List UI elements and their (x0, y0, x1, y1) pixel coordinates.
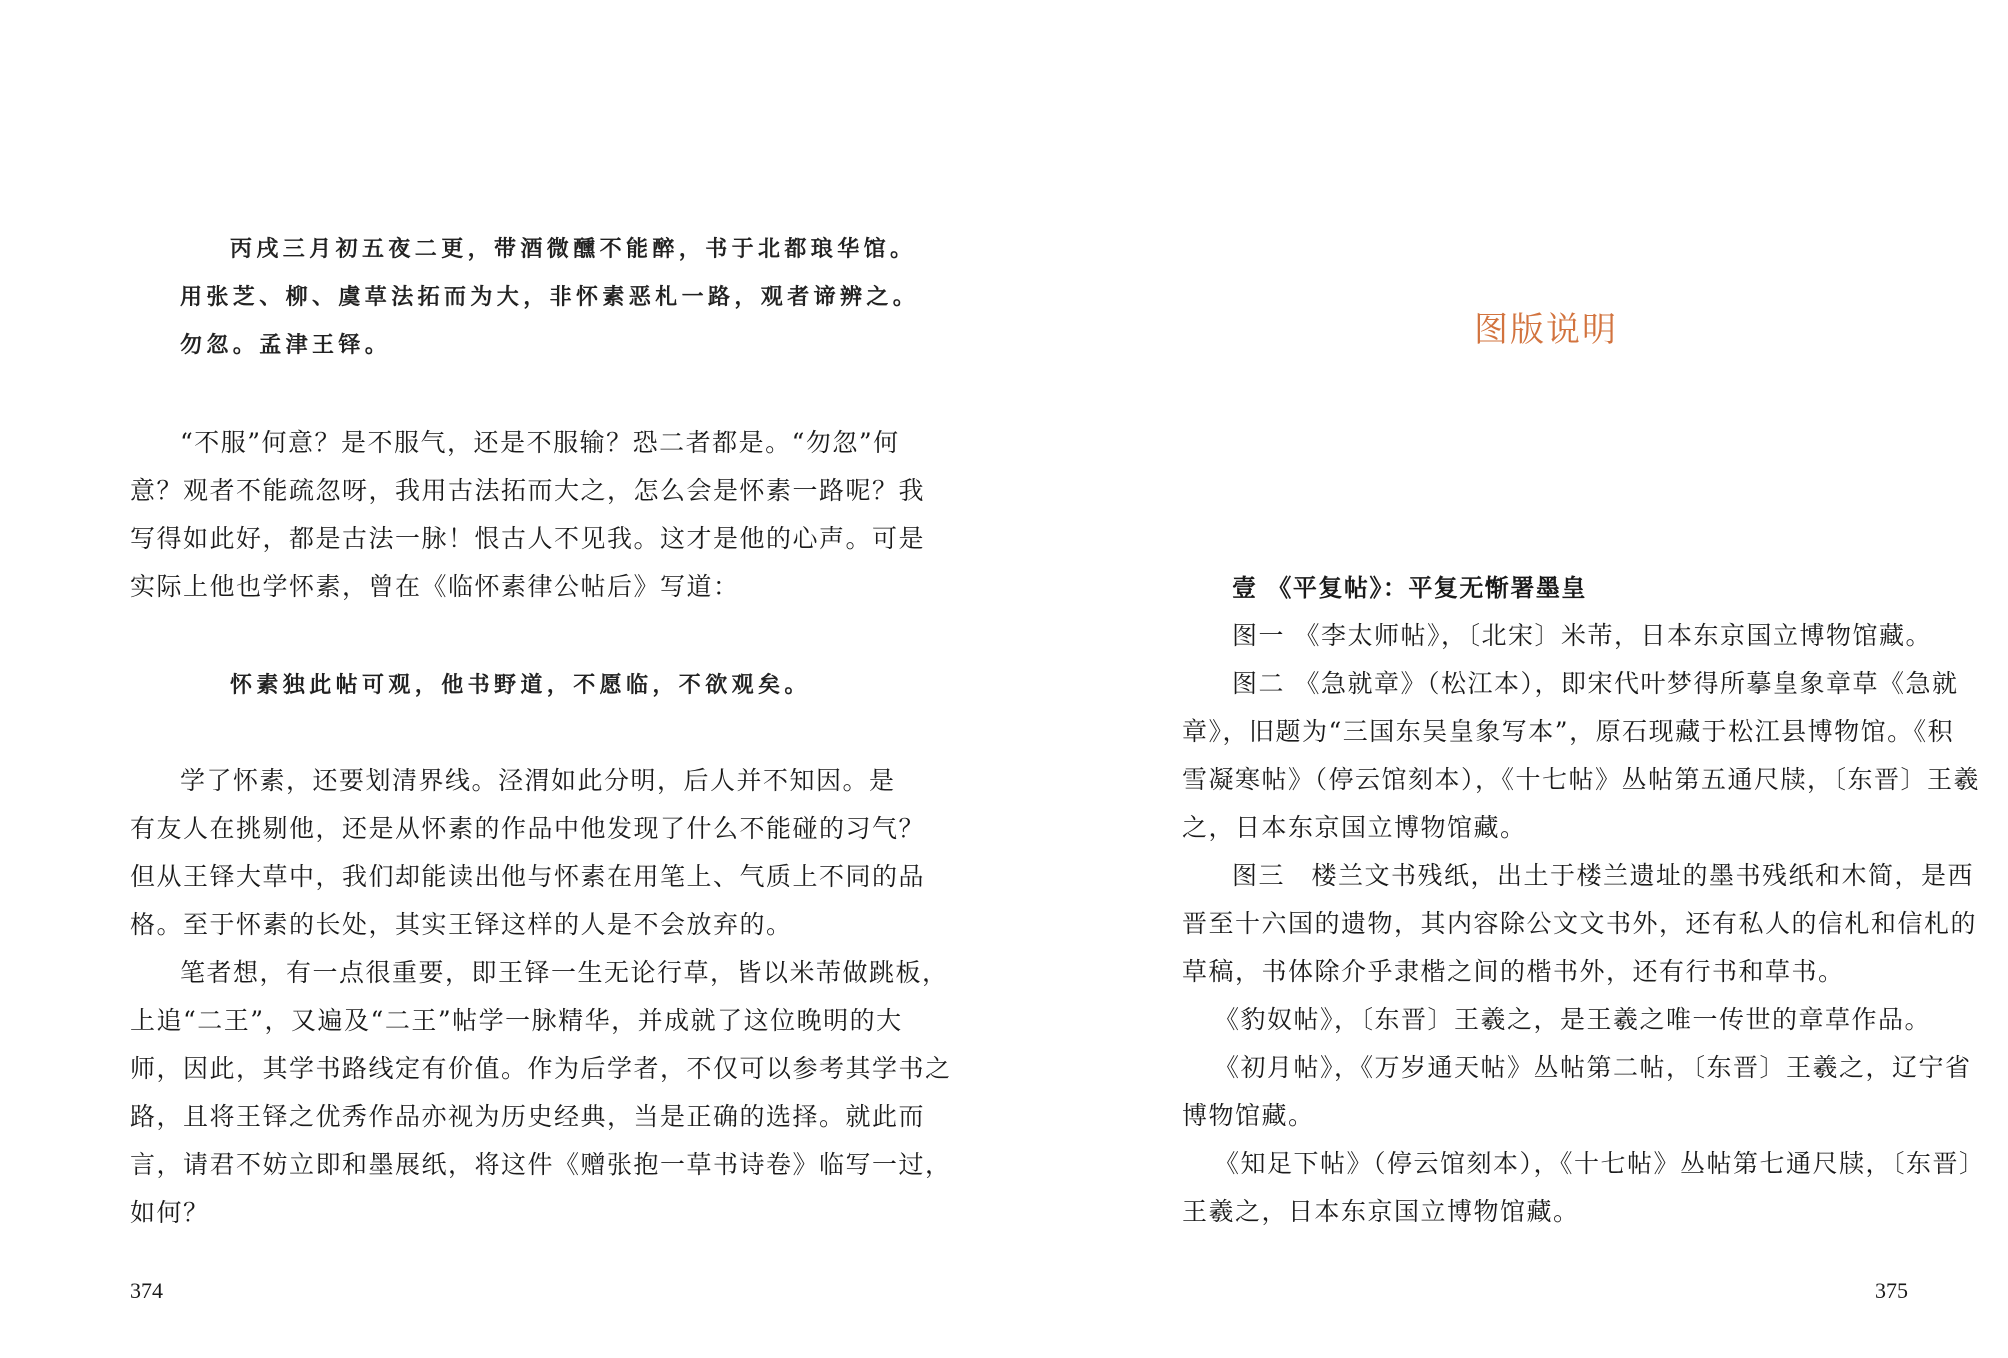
text-line: 意？观者不能疏忽呀，我用古法拓而大之，怎么会是怀素一路呢？我 (130, 476, 926, 505)
text-line: 博物馆藏。 (1182, 1101, 1315, 1130)
page-number: 374 (130, 1278, 163, 1303)
text-line: 但从王铎大草中，我们却能读出他与怀素在用笔上、气质上不同的品 (130, 862, 926, 891)
text-line: 有友人在挑剔他，还是从怀素的作品中他发现了什么不能碰的习气？ (130, 814, 926, 843)
quote-line: 丙戌三月初五夜二更，带酒微醺不能醉，书于北都琅华馆。 (230, 236, 917, 262)
text-line: 《初月帖》，《万岁通天帖》丛帖第二帖，〔东晋〕王羲之，辽宁省 (1214, 1053, 1972, 1082)
section-title: 图版说明 (1474, 310, 1618, 350)
text-line: 图一 《李太师帖》，〔北宋〕米芾，日本东京国立博物馆藏。 (1232, 621, 1932, 650)
text-line: 言，请君不妨立即和墨展纸，将这件《赠张抱一草书诗卷》临写一过， (130, 1150, 952, 1179)
text-line: 图三 楼兰文书残纸，出土于楼兰遗址的墨书残纸和木简，是西 (1232, 861, 1975, 890)
text-line: 之，日本东京国立博物馆藏。 (1182, 813, 1527, 842)
quote-line: 用张芝、柳、虞草法拓而为大，非怀素恶札一路，观者谛辨之。 (180, 284, 920, 310)
text-line: 晋至十六国的遗物，其内容除公文文书外，还有私人的信札和信札的 (1182, 909, 1978, 938)
text-line: 草稿，书体除介乎隶楷之间的楷书外，还有行书和草书。 (1182, 957, 1845, 986)
text-line: 格。至于怀素的长处，其实王铎这样的人是不会放弃的。 (130, 910, 793, 939)
chapter-heading: 壹 《平复帖》：平复无惭署墨皇 (1232, 574, 1587, 602)
text-line: 师，因此，其学书路线定有价值。作为后学者，不仅可以参考其学书之 (130, 1054, 952, 1083)
text-line: 写得如此好，都是古法一脉！恨古人不见我。这才是他的心声。可是 (130, 524, 926, 553)
right-page (1004, 0, 2008, 1358)
text-line: 《豹奴帖》，〔东晋〕王羲之，是王羲之唯一传世的章草作品。 (1214, 1005, 1932, 1034)
text-line: 实际上他也学怀素，曾在《临怀素律公帖后》写道： (130, 572, 740, 601)
text-line: 学了怀素，还要划清界线。泾渭如此分明，后人并不知因。是 (180, 766, 896, 795)
text-line: 图二 《急就章》（松江本），即宋代叶梦得所摹皇象章草《急就 (1232, 669, 1959, 698)
quote-line: 勿忽。孟津王铎。 (180, 332, 392, 358)
quote-line: 怀素独此帖可观，他书野道，不愿临，不欲观矣。 (230, 672, 811, 698)
text-line: 上追“二王”，又遍及“二王”帖学一脉精华，并成就了这位晚明的大 (130, 1006, 903, 1035)
text-line: 如何？ (130, 1198, 210, 1227)
text-line: 章》，旧题为“三国东吴皇象写本”，原石现藏于松江县博物馆。《积 (1182, 717, 1955, 746)
text-line: 《知足下帖》（停云馆刻本），《十七帖》丛帖第七通尺牍，〔东晋〕 (1214, 1149, 1986, 1178)
text-line: 王羲之，日本东京国立博物馆藏。 (1182, 1197, 1580, 1226)
text-line: 雪凝寒帖》（停云馆刻本），《十七帖》丛帖第五通尺牍，〔东晋〕王羲 (1182, 765, 1981, 794)
text-line: 笔者想，有一点很重要，即王铎一生无论行草，皆以米芾做跳板， (180, 958, 949, 987)
text-line: “不服”何意？是不服气，还是不服输？恐二者都是。“勿忽”何 (180, 428, 900, 457)
page-number: 375 (1875, 1278, 1908, 1303)
text-line: 路，且将王铎之优秀作品亦视为历史经典，当是正确的选择。就此而 (130, 1102, 926, 1131)
